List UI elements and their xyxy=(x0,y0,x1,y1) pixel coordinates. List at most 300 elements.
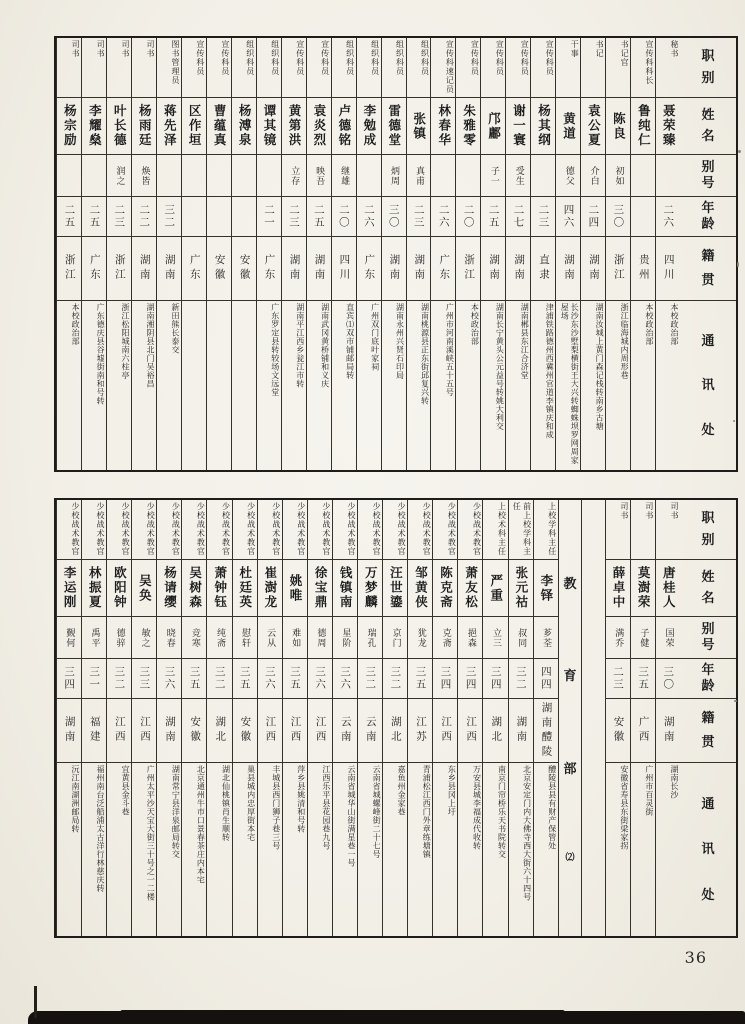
position-cell: 少校战术教官 xyxy=(82,500,106,560)
name-cell: 叶长德 xyxy=(107,98,131,155)
alias-cell xyxy=(656,155,680,197)
person-column xyxy=(181,500,206,936)
alias-cell: 介白 xyxy=(581,155,605,197)
native-place-cell: 湖南 xyxy=(157,237,181,301)
position-cell: 少校战术教官 xyxy=(333,500,357,560)
scan-speckle xyxy=(737,262,739,267)
person-column xyxy=(407,500,432,936)
header-cell: 通 讯 处 xyxy=(701,333,715,438)
age-cell: 二三 xyxy=(407,197,431,237)
scan-speckle xyxy=(734,700,737,702)
alias-cell xyxy=(57,155,81,197)
native-place-cell: 湖南 xyxy=(157,699,181,763)
native-place-cell: 江西 xyxy=(308,699,332,763)
name-cell: 杨其纲 xyxy=(531,98,555,155)
native-place-cell: 湖南 xyxy=(132,237,156,301)
address-cell: 湖南长宁黄头公元益号转姚大利交 xyxy=(495,303,505,431)
person-column xyxy=(331,38,356,470)
header-cell: 姓 名 xyxy=(680,98,736,155)
address-cell: 湖南郴县东江合济堂 xyxy=(520,303,530,380)
person-column xyxy=(533,500,558,936)
person-column xyxy=(56,38,81,470)
person-column xyxy=(630,500,655,936)
age-cell: 三五 xyxy=(631,659,655,699)
position-cell: 上校学科主任 xyxy=(534,500,558,560)
name-cell: 吴奂 xyxy=(132,560,156,617)
scan-speckle xyxy=(738,150,741,153)
alias-cell: 子一 xyxy=(481,155,505,197)
header-cell: 籍 贯 xyxy=(680,237,736,301)
position-cell: 少校战术教官 xyxy=(182,500,206,560)
age-cell: 三五 xyxy=(233,659,257,699)
age-cell: 三二 xyxy=(107,659,131,699)
alias-cell xyxy=(431,155,455,197)
person-column xyxy=(580,38,605,470)
alias-cell xyxy=(257,155,281,197)
scan-artifact-bottom-smudge xyxy=(120,1010,565,1015)
address-cell: 广州太平沙天宝大街三十号之一二楼 xyxy=(146,765,156,901)
position-cell: 宣传科速记员 xyxy=(431,38,455,98)
position-cell: 组织科员 xyxy=(382,38,406,98)
alias-cell xyxy=(631,155,655,197)
age-cell: 二四 xyxy=(581,197,605,237)
address-cell: 新田熊长泰交 xyxy=(170,303,180,354)
position-cell: 司书 xyxy=(606,500,630,560)
person-column xyxy=(206,500,231,936)
position-cell: 宣传科员 xyxy=(531,38,555,98)
person-column xyxy=(56,500,81,936)
roster-table-top xyxy=(54,36,738,472)
alias-cell: 继雄 xyxy=(332,155,356,197)
alias-cell: 映吾 xyxy=(307,155,331,197)
header-cell: 职 别 xyxy=(680,38,736,98)
address-cell: 湖南平江西乡瓮江市转 xyxy=(295,303,305,388)
address-cell: 长沙东沙墅梨横街王大兴转蜘蛛坝罗网周家屋场 xyxy=(560,303,580,465)
native-place-cell: 云南 xyxy=(358,699,382,763)
alias-cell: 初如 xyxy=(606,155,630,197)
address-cell: 浙江松阳城南六柱亭 xyxy=(121,303,131,380)
address-cell: 安徽省寿县东街梁家拐 xyxy=(619,765,629,850)
address-cell: 巢县城内忠厚街本宅 xyxy=(246,765,256,842)
address-cell: 津浦铁路德州西冀州官道李镇庆和成 xyxy=(545,303,555,439)
name-cell: 邹黄侠 xyxy=(408,560,432,617)
name-cell: 钱镇南 xyxy=(333,560,357,617)
age-cell: 三六 xyxy=(333,659,357,699)
person-column xyxy=(231,38,256,470)
position-cell: 司书 xyxy=(656,500,680,560)
page-number: 36 xyxy=(684,948,707,967)
native-place-cell: 江苏 xyxy=(408,699,432,763)
name-cell: 杨请缨 xyxy=(157,560,181,617)
age-cell: 三三 xyxy=(132,659,156,699)
position-cell: 少校战术教官 xyxy=(358,500,382,560)
position-cell: 宣传科员 xyxy=(456,38,480,98)
age-cell: 四六 xyxy=(556,197,580,237)
name-cell: 李勉成 xyxy=(357,98,381,155)
position-cell: 组织科员 xyxy=(407,38,431,98)
person-column xyxy=(332,500,357,936)
position-cell: 书记 xyxy=(581,38,605,98)
person-column xyxy=(508,500,533,936)
person-column xyxy=(232,500,257,936)
age-cell: 二六 xyxy=(431,197,455,237)
name-cell: 欧阳钟 xyxy=(107,560,131,617)
age-cell: 二六 xyxy=(656,197,680,237)
native-place-cell: 湖南 xyxy=(509,699,533,763)
person-column xyxy=(81,38,106,470)
native-place-cell: 直隶 xyxy=(531,237,555,301)
section-divider-label: 教 育 部 ⑵ xyxy=(559,500,583,936)
position-cell: 少校战术教官 xyxy=(233,500,257,560)
address-cell: 青浦松江西门外章练塘镇 xyxy=(422,765,432,859)
native-place-cell: 湖南 xyxy=(282,237,306,301)
person-column xyxy=(181,38,206,470)
alias-cell xyxy=(232,155,256,197)
name-cell: 吴树森 xyxy=(182,560,206,617)
native-place-cell: 安徽 xyxy=(606,699,630,763)
address-cell: 嘉鱼州金家巷 xyxy=(397,765,407,816)
age-cell: 三二 xyxy=(383,659,407,699)
age-cell: 三六 xyxy=(308,659,332,699)
name-cell: 蒋先泽 xyxy=(157,98,181,155)
native-place-cell: 广东 xyxy=(357,237,381,301)
scan-speckle xyxy=(733,420,735,422)
alias-cell: 敏之 xyxy=(132,617,156,659)
name-cell: 萧钟钰 xyxy=(207,560,231,617)
address-cell xyxy=(207,301,231,470)
alias-cell: 受生 xyxy=(506,155,530,197)
scan-artifact-left-tick xyxy=(34,986,37,1018)
address-cell: 本校政治部 xyxy=(71,303,81,346)
alias-cell: 慰轩 xyxy=(233,617,257,659)
age-cell: 三〇 xyxy=(606,197,630,237)
age-cell: 三四 xyxy=(458,659,482,699)
age-cell xyxy=(182,197,206,237)
position-cell: 少校战术教官 xyxy=(283,500,307,560)
header-column xyxy=(680,500,736,936)
address-cell: 萍乡县姚清和号转 xyxy=(296,765,306,833)
native-place-cell: 湖南 xyxy=(407,237,431,301)
address-cell: 东乡县冈上圩 xyxy=(447,765,457,816)
header-column xyxy=(680,38,736,470)
person-column xyxy=(306,38,331,470)
native-place-cell: 湖南 xyxy=(382,237,406,301)
alias-cell: 瑞孔 xyxy=(358,617,382,659)
address-cell: 北京安定门内大佛寺西大街六十四号 xyxy=(522,765,532,901)
alias-cell: 挹森 xyxy=(458,617,482,659)
alias-cell: 难如 xyxy=(283,617,307,659)
position-cell: 少校战术教官 xyxy=(132,500,156,560)
position-cell: 干事 xyxy=(556,38,580,98)
address-cell: 直宾⑴双市铺邮局转 xyxy=(345,303,355,380)
address-cell: 丰城县西门狮子巷三号 xyxy=(271,765,281,850)
position-cell: 书记官 xyxy=(606,38,630,98)
address-cell: 本校政治部 xyxy=(645,303,655,346)
address-cell: 本校政治部 xyxy=(470,303,480,346)
address-cell: 宜黄县金斗巷 xyxy=(121,765,131,816)
position-cell: 少校战术教官 xyxy=(107,500,131,560)
person-column xyxy=(382,500,407,936)
person-column xyxy=(655,500,680,936)
native-place-cell: 湖北 xyxy=(383,699,407,763)
person-column xyxy=(156,500,181,936)
header-cell: 籍 贯 xyxy=(680,699,736,763)
age-cell: 二三 xyxy=(531,197,555,237)
header-cell: 别 号 xyxy=(680,617,736,659)
address-cell: 云南省城华山街满星巷一号 xyxy=(346,765,356,867)
age-cell: 三一 xyxy=(82,659,106,699)
native-place-cell: 湖南 xyxy=(556,237,580,301)
alias-cell: 竞寒 xyxy=(182,617,206,659)
age-cell: 三二 xyxy=(358,659,382,699)
age-cell: 三四 xyxy=(433,659,457,699)
native-place-cell: 广东 xyxy=(182,237,206,301)
header-cell: 别 号 xyxy=(680,155,736,197)
alias-cell xyxy=(531,155,555,197)
age-cell: 二三 xyxy=(107,197,131,237)
address-cell: 广州市河南溪峡五十五号 xyxy=(445,303,455,397)
name-cell: 谢一寰 xyxy=(506,98,530,155)
native-place-cell: 湖南醴陵 xyxy=(534,699,558,763)
section-divider xyxy=(558,500,605,936)
address-cell: 湖南永州兴贤石印局 xyxy=(395,303,405,380)
native-place-cell: 江西 xyxy=(132,699,156,763)
age-cell: 三二 xyxy=(509,659,533,699)
name-cell: 姚唯 xyxy=(283,560,307,617)
alias-cell: 真甫 xyxy=(407,155,431,197)
header-cell: 通 讯 处 xyxy=(701,796,715,903)
native-place-cell: 湖北 xyxy=(207,699,231,763)
roster-table-bottom xyxy=(54,498,738,938)
position-cell: 司书 xyxy=(82,38,106,98)
name-cell: 严重 xyxy=(483,560,507,617)
position-cell: 上校术科主任 xyxy=(483,500,507,560)
position-cell: 少校战术教官 xyxy=(383,500,407,560)
name-cell: 陈良 xyxy=(606,98,630,155)
alias-cell xyxy=(456,155,480,197)
address-cell: 广州双门底叶家祠 xyxy=(370,303,380,371)
alias-cell: 觐何 xyxy=(57,617,81,659)
native-place-cell: 安徽 xyxy=(182,699,206,763)
address-cell: 醴陵县县有财产保管处 xyxy=(547,765,557,850)
age-cell: 二五 xyxy=(481,197,505,237)
address-cell: 云南省城螺峰街二十七号 xyxy=(372,765,382,859)
native-place-cell: 江西 xyxy=(258,699,282,763)
native-place-cell: 福建 xyxy=(82,699,106,763)
age-cell xyxy=(631,197,655,237)
person-column xyxy=(256,38,281,470)
position-cell: 宣传科科长 xyxy=(631,38,655,98)
address-cell: 湖北仙桃镇肖生顺转 xyxy=(221,765,231,842)
age-cell: 二〇 xyxy=(456,197,480,237)
native-place-cell: 湖南 xyxy=(481,237,505,301)
person-column xyxy=(530,38,555,470)
native-place-cell: 湖南 xyxy=(307,237,331,301)
alias-cell: 国荣 xyxy=(656,617,680,659)
name-cell: 袁公夏 xyxy=(581,98,605,155)
name-cell: 袁炎烈 xyxy=(307,98,331,155)
position-cell: 组织科员 xyxy=(357,38,381,98)
person-column xyxy=(131,38,156,470)
age-cell: 三六 xyxy=(157,659,181,699)
name-cell: 杨溥泉 xyxy=(232,98,256,155)
position-cell: 少校战术教官 xyxy=(458,500,482,560)
age-cell: 四四 xyxy=(534,659,558,699)
age-cell: 二二 xyxy=(132,197,156,237)
person-column xyxy=(357,500,382,936)
position-cell: 宣传科员 xyxy=(282,38,306,98)
name-cell: 邝鄘 xyxy=(481,98,505,155)
name-cell: 黄第洪 xyxy=(282,98,306,155)
person-column xyxy=(106,38,131,470)
alias-cell xyxy=(182,155,206,197)
address-cell: 广东德庆县谷墟街南和号转 xyxy=(96,303,106,405)
position-cell: 少校战术教官 xyxy=(308,500,332,560)
alias-cell: 润之 xyxy=(107,155,131,197)
age-cell xyxy=(207,197,231,237)
header-cell: 年 龄 xyxy=(680,659,736,699)
address-cell: 北京通州牛市口景春茶庄内本宅 xyxy=(196,765,206,884)
person-column xyxy=(206,38,231,470)
alias-cell xyxy=(357,155,381,197)
person-column xyxy=(381,38,406,470)
native-place-cell: 广东 xyxy=(431,237,455,301)
person-column xyxy=(655,38,680,470)
alias-cell: 焕皆 xyxy=(132,155,156,197)
name-cell: 薛卓中 xyxy=(606,560,630,617)
address-cell: 本校政治部 xyxy=(670,303,679,346)
name-cell: 区作垣 xyxy=(182,98,206,155)
person-column xyxy=(432,500,457,936)
native-place-cell: 湖南 xyxy=(581,237,605,301)
person-column xyxy=(505,38,530,470)
position-cell: 宣传科员 xyxy=(182,38,206,98)
person-column xyxy=(482,500,507,936)
native-place-cell: 浙江 xyxy=(107,237,131,301)
age-cell: 三〇 xyxy=(382,197,406,237)
age-cell: 二五 xyxy=(307,197,331,237)
position-cell: 宣传科员 xyxy=(506,38,530,98)
header-cell: 姓 名 xyxy=(680,560,736,617)
person-column xyxy=(430,38,455,470)
native-place-cell: 浙江 xyxy=(456,237,480,301)
age-cell: 三五 xyxy=(283,659,307,699)
native-place-cell: 安徽 xyxy=(232,237,256,301)
native-place-cell: 湖北 xyxy=(483,699,507,763)
name-cell: 萧友松 xyxy=(458,560,482,617)
native-place-cell: 云南 xyxy=(333,699,357,763)
alias-cell: 满乔 xyxy=(606,617,630,659)
address-cell: 浙江临海城内周形巷 xyxy=(620,303,630,380)
age-cell: 三五 xyxy=(408,659,432,699)
age-cell: 三〇 xyxy=(656,659,680,699)
age-cell: 二六 xyxy=(357,197,381,237)
name-cell: 林振夏 xyxy=(82,560,106,617)
section-divider-empty xyxy=(582,500,605,936)
name-cell: 陈克斋 xyxy=(433,560,457,617)
native-place-cell: 江西 xyxy=(107,699,131,763)
address-cell xyxy=(182,301,206,470)
name-cell: 唐桂人 xyxy=(656,560,680,617)
address-cell: 湖南长沙 xyxy=(670,765,679,799)
alias-cell: 云从 xyxy=(258,617,282,659)
native-place-cell: 安徽 xyxy=(233,699,257,763)
address-cell: 湖南湘阴县北门吴裕昌 xyxy=(145,303,155,388)
alias-cell: 子健 xyxy=(631,617,655,659)
native-place-cell: 广西 xyxy=(631,699,655,763)
alias-cell: 叔同 xyxy=(509,617,533,659)
age-cell: 三四 xyxy=(57,659,81,699)
name-cell: 张镇 xyxy=(407,98,431,155)
position-cell: 组织科员 xyxy=(257,38,281,98)
name-cell: 林春华 xyxy=(431,98,455,155)
position-cell: 图书管理员 xyxy=(157,38,181,98)
native-place-cell: 浙江 xyxy=(606,237,630,301)
age-cell: 二〇 xyxy=(332,197,356,237)
position-cell: 少校战术教官 xyxy=(157,500,181,560)
age-cell xyxy=(232,197,256,237)
age-cell: 三二 xyxy=(207,659,231,699)
native-place-cell: 贵州 xyxy=(631,237,655,301)
position-cell: 组织科员 xyxy=(332,38,356,98)
native-place-cell: 湖南 xyxy=(506,237,530,301)
alias-cell: 晓春 xyxy=(157,617,181,659)
name-cell: 鲁纯仁 xyxy=(631,98,655,155)
person-column xyxy=(406,38,431,470)
age-cell: 三六 xyxy=(258,659,282,699)
address-cell: 湖南桃源县正东街邱复兴转 xyxy=(420,303,430,405)
name-cell: 崔澍龙 xyxy=(258,560,282,617)
person-column xyxy=(131,500,156,936)
person-column xyxy=(356,38,381,470)
position-cell: 司书 xyxy=(57,38,81,98)
native-place-cell: 江西 xyxy=(433,699,457,763)
address-cell: 广州市百灵街 xyxy=(644,765,654,816)
age-cell: 三五 xyxy=(182,659,206,699)
name-cell: 聂荣臻 xyxy=(656,98,680,155)
address-cell: 福州南台泛船浦太古洋行林慈庆转 xyxy=(96,765,106,893)
person-column xyxy=(282,500,307,936)
alias-cell: 立存 xyxy=(282,155,306,197)
name-cell: 杜廷英 xyxy=(233,560,257,617)
name-cell: 张元祜 xyxy=(509,560,533,617)
native-place-cell: 湖南 xyxy=(57,699,81,763)
position-cell: 秘书 xyxy=(656,38,680,98)
person-column xyxy=(605,500,630,936)
age-cell: 二五 xyxy=(57,197,81,237)
native-place-cell: 江西 xyxy=(458,699,482,763)
alias-cell: 炳周 xyxy=(382,155,406,197)
position-cell: 少校战术教官 xyxy=(57,500,81,560)
alias-cell: 德周 xyxy=(308,617,332,659)
alias-cell: 禹平 xyxy=(82,617,106,659)
address-cell: 湖南武冈黄桥铺和义庆 xyxy=(320,303,330,388)
alias-cell: 纯斋 xyxy=(207,617,231,659)
age-cell: 二三 xyxy=(282,197,306,237)
age-cell: 二一 xyxy=(257,197,281,237)
age-cell: 二五 xyxy=(82,197,106,237)
age-cell: 二七 xyxy=(506,197,530,237)
name-cell: 李铎 xyxy=(534,560,558,617)
alias-cell xyxy=(207,155,231,197)
name-cell: 徐宝鼎 xyxy=(308,560,332,617)
position-cell: 少校战术教官 xyxy=(258,500,282,560)
name-cell: 汪世鎏 xyxy=(383,560,407,617)
native-place-cell: 浙江 xyxy=(57,237,81,301)
name-cell: 曹蕴真 xyxy=(207,98,231,155)
name-cell: 卢德铭 xyxy=(332,98,356,155)
person-column xyxy=(281,38,306,470)
